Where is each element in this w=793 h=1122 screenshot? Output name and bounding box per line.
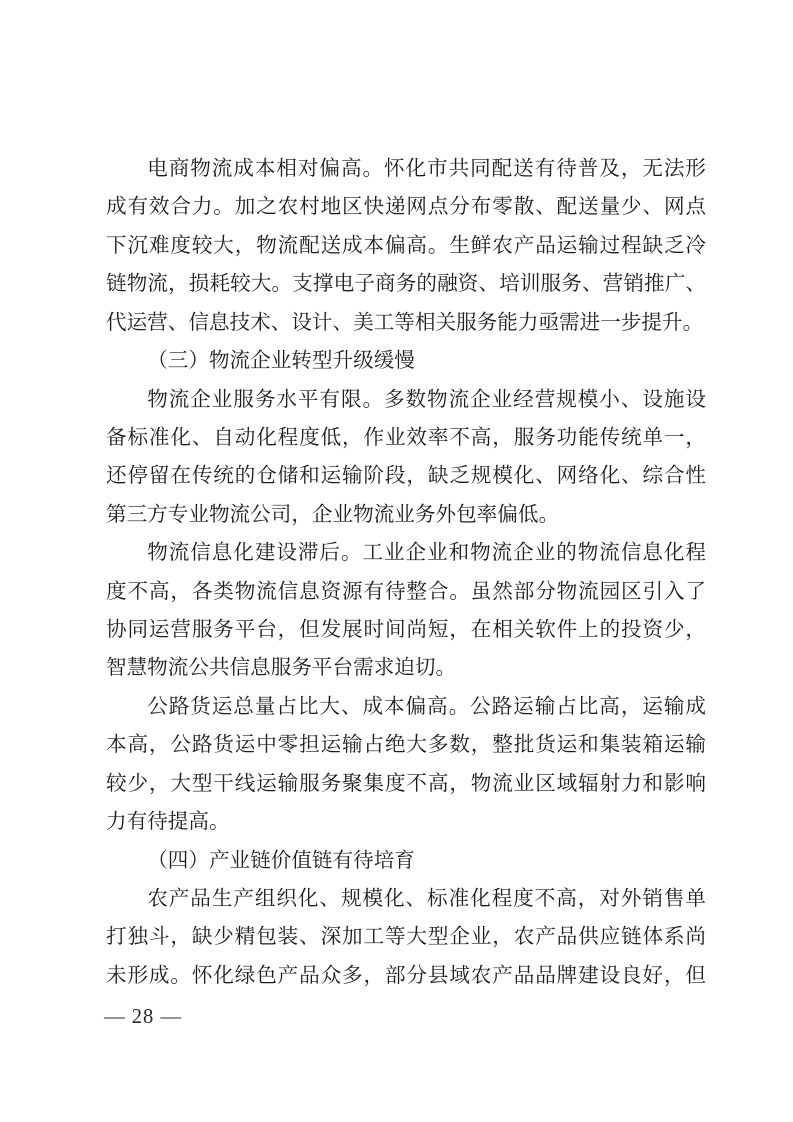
paragraph-line: 未形成。怀化绿色产品众多，部分县域农产品品牌建设良好，但 bbox=[106, 964, 706, 987]
paragraph-line: 成有效合力。加之农村地区快递网点分布零散、配送量少、网点 bbox=[106, 196, 706, 219]
paragraph-line: 协同运营服务平台，但发展时间尚短，在相关软件上的投资少， bbox=[106, 619, 706, 642]
paragraph-line: 物流信息化建设滞后。工业企业和物流企业的物流信息化程 bbox=[147, 542, 706, 565]
paragraph-line: 电商物流成本相对偏高。怀化市共同配送有待普及，无法形 bbox=[147, 158, 706, 180]
paragraph-line: 本高，公路货运中零担运输占绝大多数，整批货运和集装箱运输 bbox=[106, 734, 706, 757]
paragraph-line: 备标准化、自动化程度低，作业效率不高，服务功能传统单一， bbox=[106, 426, 706, 449]
paragraph-line: 还停留在传统的仓储和运输阶段，缺乏规模化、网络化、综合性 bbox=[106, 465, 706, 488]
page-number: — 28 — bbox=[104, 1006, 183, 1028]
paragraph-line: 下沉难度较大，物流配送成本偏高。生鲜农产品运输过程缺乏冷 bbox=[106, 234, 706, 257]
paragraph-line: 代运营、信息技术、设计、美工等相关服务能力亟需进一步提升。 bbox=[106, 311, 704, 334]
paragraph-line: 第三方专业物流公司，企业物流业务外包率偏低。 bbox=[106, 503, 560, 526]
page-footer bbox=[104, 1002, 182, 1032]
section-heading: （四）产业链价值链有待培育 bbox=[147, 849, 415, 872]
paragraph-line: 农产品生产组织化、规模化、标准化程度不高，对外销售单 bbox=[147, 888, 706, 911]
document-body bbox=[106, 150, 706, 995]
paragraph-line: 链物流，损耗较大。支撑电子商务的融资、培训服务、营销推广、 bbox=[106, 273, 706, 296]
paragraph-line: 打独斗，缺少精包装、深加工等大型企业，农产品供应链体系尚 bbox=[106, 926, 706, 949]
paragraph-line: 较少，大型干线运输服务聚集度不高，物流业区域辐射力和影响 bbox=[106, 772, 706, 795]
paragraph-line: 公路货运总量占比大、成本偏高。公路运输占比高，运输成 bbox=[147, 695, 706, 718]
paragraph-line: 力有待提高。 bbox=[106, 811, 230, 834]
paragraph-line: 度不高，各类物流信息资源有待整合。虽然部分物流园区引入了 bbox=[106, 580, 706, 603]
paragraph-line: 物流企业服务水平有限。多数物流企业经营规模小、设施设 bbox=[147, 388, 706, 411]
section-heading: （三）物流企业转型升级缓慢 bbox=[147, 350, 415, 373]
paragraph-line: 智慧物流公共信息服务平台需求迫切。 bbox=[106, 657, 457, 680]
